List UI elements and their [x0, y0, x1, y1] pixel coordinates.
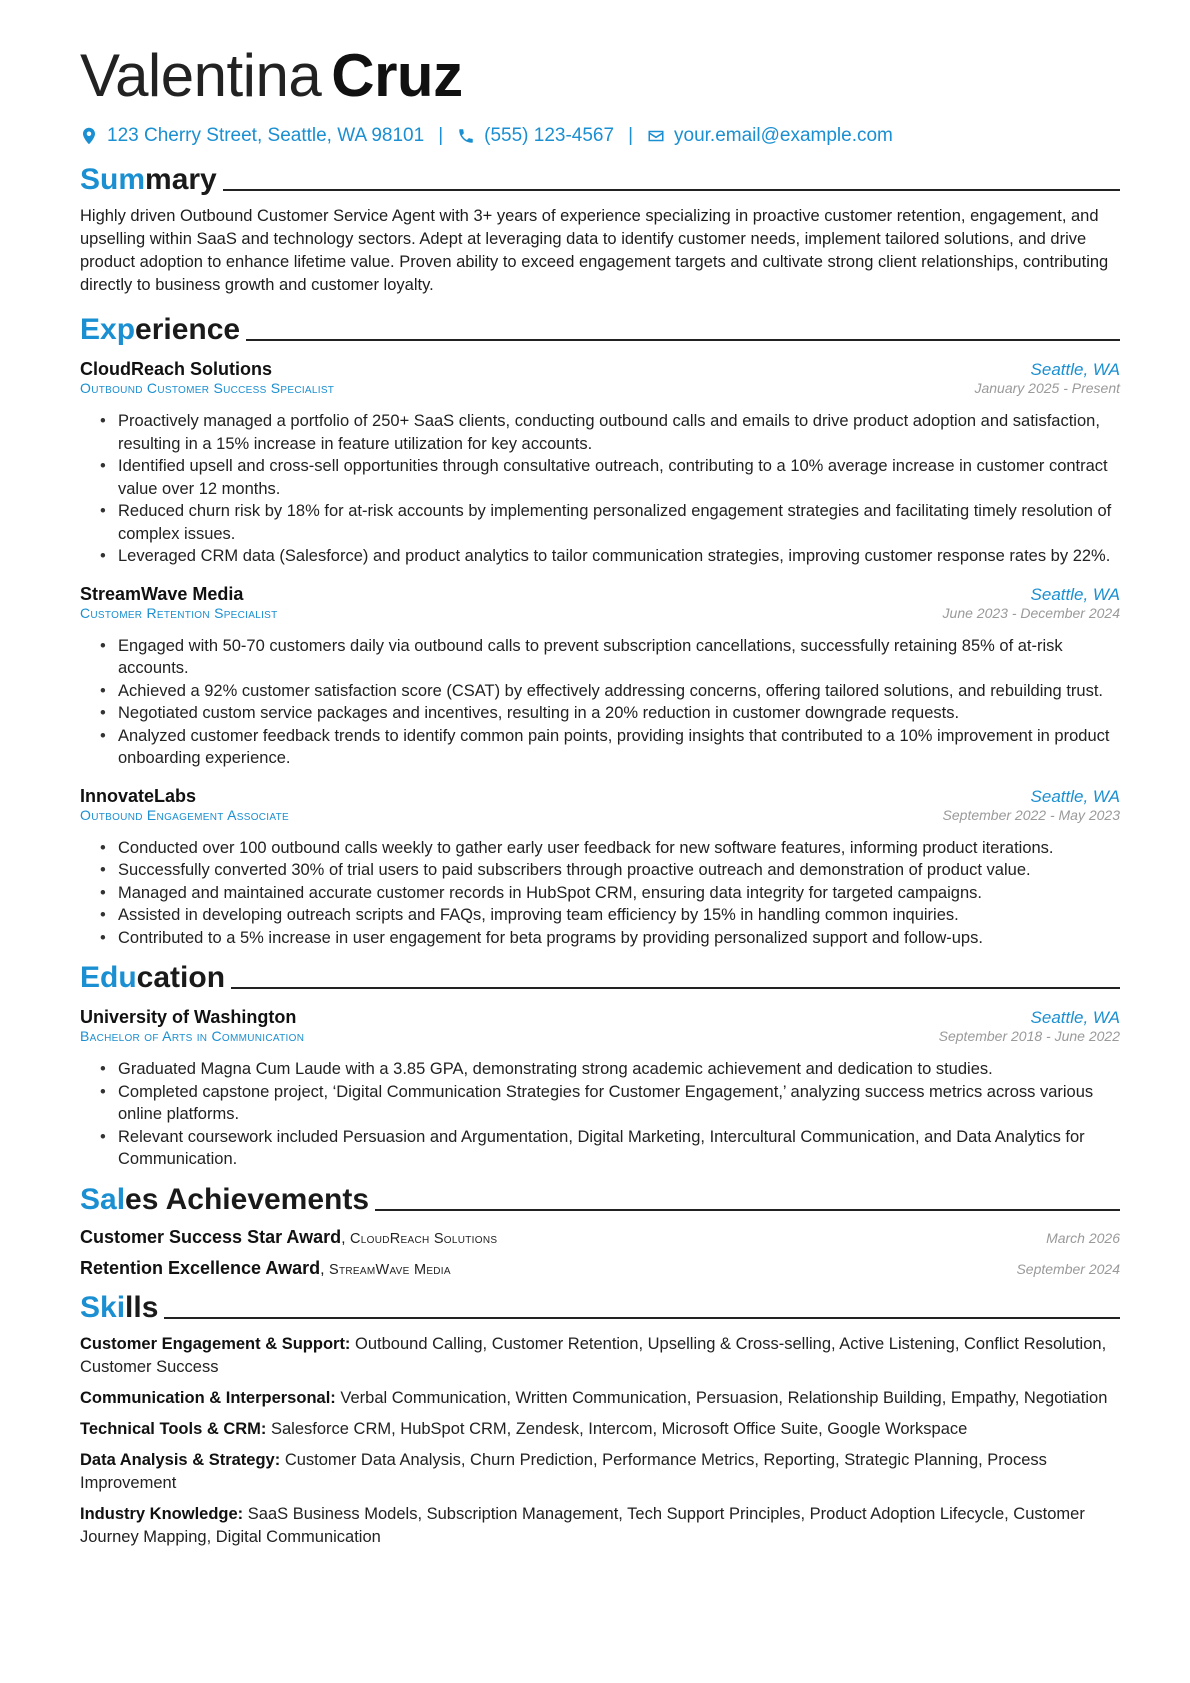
achievements-section: [80, 1177, 1120, 1279]
job-entry: [80, 786, 1120, 950]
award-organization: CloudReach Solutions: [350, 1230, 498, 1247]
job-location: Seattle, WA: [1030, 786, 1120, 806]
skill-row: [80, 1449, 1120, 1495]
skill-list: SaaS Business Models, Subscription Management, Tech Support Principles, Product Adoption Lifecycle, Customer Journey Mapping, Digital Communication: [80, 1504, 1085, 1546]
achievement-item: Retention Excellence Award, StreamWave Media September 2024: [80, 1257, 1120, 1278]
job-title: Customer Retention Specialist: [80, 604, 278, 621]
list-item: • Identified upsell and cross-sell opportunities through consultative outreach, contributing to a 10% average increase in customer contract value over 12 months.: [118, 455, 1120, 500]
achievement-item: Customer Success Star Award, CloudReach Solutions March 2026: [80, 1226, 1120, 1247]
section-title-experience: Experience: [80, 307, 1120, 347]
list-item: • Completed capstone project, ‘Digital Communication Strategies for Customer Engagement,’ analyzing success metrics across various online platforms.: [118, 1081, 1120, 1126]
skill-category: Customer Engagement & Support:: [80, 1334, 351, 1353]
skill-row: [80, 1503, 1120, 1549]
school-name: University of Washington: [80, 1007, 297, 1027]
section-title-summary: Summary: [80, 157, 1120, 197]
job-dates: September 2022 - May 2023: [942, 806, 1120, 823]
job-entry: [80, 584, 1120, 770]
skills-section: [80, 1285, 1120, 1549]
job-dates: January 2025 - Present: [974, 380, 1120, 396]
skill-list: Verbal Communication, Written Communication, Persuasion, Relationship Building, Empathy, Negotiation: [340, 1388, 1108, 1407]
job-title: Outbound Customer Success Specialist: [80, 380, 335, 396]
education-bullets: [80, 1058, 1120, 1171]
section-title-achievements: Sales Achievements: [80, 1177, 1120, 1217]
summary-text: Highly driven Outbound Customer Service Agent with 3+ years of experience specializing in proactive customer retention, engagement, and upselling within SaaS and technology sectors. Adept at leveraging data to identify customer needs, implement tailored solutions, and drive product adoption to enhance lifetime value. Proven ability to exceed engagement targets and cultivate strong client relationships, contributing directly to business growth and customer loyalty.: [80, 207, 1109, 294]
summary-section: [80, 157, 1120, 297]
award-date: March 2026: [1046, 1229, 1120, 1246]
skill-category: Communication & Interpersonal:: [80, 1388, 336, 1407]
resume-page: [80, 40, 1120, 1549]
education-dates: September 2018 - June 2022: [938, 1028, 1120, 1044]
first-name: Valentina: [80, 42, 322, 109]
skill-list: Customer Data Analysis, Churn Prediction, Performance Metrics, Reporting, Strategic Planning, Process Improvement: [80, 1450, 1047, 1492]
job-bullets: [80, 410, 1120, 568]
list-item: • Engaged with 50-70 customers daily via outbound calls to prevent subscription cancellations, successfully retaining 85% of at-risk accounts.: [118, 635, 1120, 680]
company-name: InnovateLabs: [80, 785, 197, 806]
last-name: Cruz: [331, 42, 463, 109]
phone-item[interactable]: [457, 125, 614, 147]
award-name: Customer Success Star Award: [80, 1226, 342, 1247]
section-divider: [246, 339, 1120, 341]
contact-line: [80, 125, 1120, 147]
skill-row: [80, 1387, 1120, 1410]
list-item: • Achieved a 92% customer satisfaction score (CSAT) by effectively addressing concerns, offering tailored solutions, and rebuilding trust.: [118, 680, 1120, 703]
email-item[interactable]: [647, 125, 893, 147]
school-location: Seattle, WA: [1030, 1008, 1120, 1027]
list-item: • Analyzed customer feedback trends to identify common pain points, providing insights that contributed to a 10% improvement in product onboarding experience.: [118, 725, 1120, 770]
award-organization: StreamWave Media: [328, 1261, 451, 1278]
list-item: • Successfully converted 30% of trial users to paid subscribers through proactive outreach and demonstration of product value.: [118, 859, 1120, 882]
job-title: Outbound Engagement Associate: [80, 806, 289, 823]
address-text: 123 Cherry Street, Seattle, WA 98101: [107, 125, 425, 146]
degree-name: Bachelor of Arts in Communication: [80, 1028, 305, 1044]
skill-list: Salesforce CRM, HubSpot CRM, Zendesk, Intercom, Microsoft Office Suite, Google Workspace: [271, 1419, 968, 1438]
contact-separator: |: [628, 125, 634, 146]
skill-category: Technical Tools & CRM:: [80, 1419, 267, 1438]
job-location: Seattle, WA: [1030, 584, 1120, 604]
section-divider: [164, 1317, 1120, 1319]
skill-list: Outbound Calling, Customer Retention, Upselling & Cross-selling, Active Listening, Conflict Resolution, Customer Success: [80, 1334, 1107, 1376]
list-item: • Managed and maintained accurate customer records in HubSpot CRM, ensuring data integrity for targeted campaigns.: [118, 882, 1120, 905]
envelope-icon: [647, 127, 665, 145]
list-item: • Relevant coursework included Persuasion and Argumentation, Digital Marketing, Intercultural Communication, and Data Analytics for Communication.: [118, 1126, 1120, 1171]
list-item: • Assisted in developing outreach scripts and FAQs, improving team efficiency by 15% in handling common inquiries.: [118, 904, 1120, 927]
job-bullets: [80, 837, 1120, 950]
list-item: • Conducted over 100 outbound calls weekly to gather early user feedback for new software features, informing product iterations.: [118, 837, 1120, 860]
education-entry: [80, 1007, 1120, 1171]
email-link: your.email@example.com: [674, 125, 893, 146]
skill-category: Data Analysis & Strategy:: [80, 1450, 281, 1469]
job-dates: June 2023 - December 2024: [942, 604, 1120, 621]
list-item: • Negotiated custom service packages and incentives, resulting in a 20% reduction in customer downgrade requests.: [118, 702, 1120, 725]
award-date: September 2024: [1016, 1260, 1120, 1277]
job-bullets: [80, 635, 1120, 770]
candidate-name: [80, 44, 1120, 107]
map-marker-icon: [80, 127, 98, 145]
phone-text: (555) 123-4567: [484, 125, 615, 146]
skill-row: [80, 1418, 1120, 1441]
contact-separator: |: [438, 125, 444, 146]
section-divider: [231, 987, 1120, 989]
phone-icon: [457, 127, 475, 145]
experience-section: [80, 307, 1120, 949]
list-item: • Reduced churn risk by 18% for at-risk accounts by implementing personalized engagement strategies and facilitating timely resolution of complex issues.: [118, 500, 1120, 545]
skill-category: Industry Knowledge:: [80, 1504, 244, 1523]
section-divider: [375, 1209, 1120, 1211]
address-item: [80, 125, 424, 147]
list-item: • Graduated Magna Cum Laude with a 3.85 GPA, demonstrating strong academic achievement and dedication to studies.: [118, 1058, 1120, 1081]
education-section: [80, 955, 1120, 1171]
job-location: Seattle, WA: [1030, 360, 1120, 379]
award-name: Retention Excellence Award: [80, 1257, 321, 1278]
section-title-skills: Skills: [80, 1285, 1120, 1325]
list-item: • Contributed to a 5% increase in user engagement for beta programs by providing personalized support and follow-ups.: [118, 927, 1120, 950]
section-title-education: Education: [80, 955, 1120, 995]
skill-row: [80, 1333, 1120, 1379]
list-item: • Leveraged CRM data (Salesforce) and product analytics to tailor communication strategies, improving customer response rates by 22%.: [118, 545, 1120, 568]
company-name: CloudReach Solutions: [80, 359, 273, 379]
job-entry: [80, 359, 1120, 568]
section-divider: [223, 189, 1120, 191]
company-name: StreamWave Media: [80, 583, 244, 604]
list-item: • Proactively managed a portfolio of 250+ SaaS clients, conducting outbound calls and emails to drive product adoption and satisfaction, resulting in a 15% increase in feature utilization for key accounts.: [118, 410, 1120, 455]
